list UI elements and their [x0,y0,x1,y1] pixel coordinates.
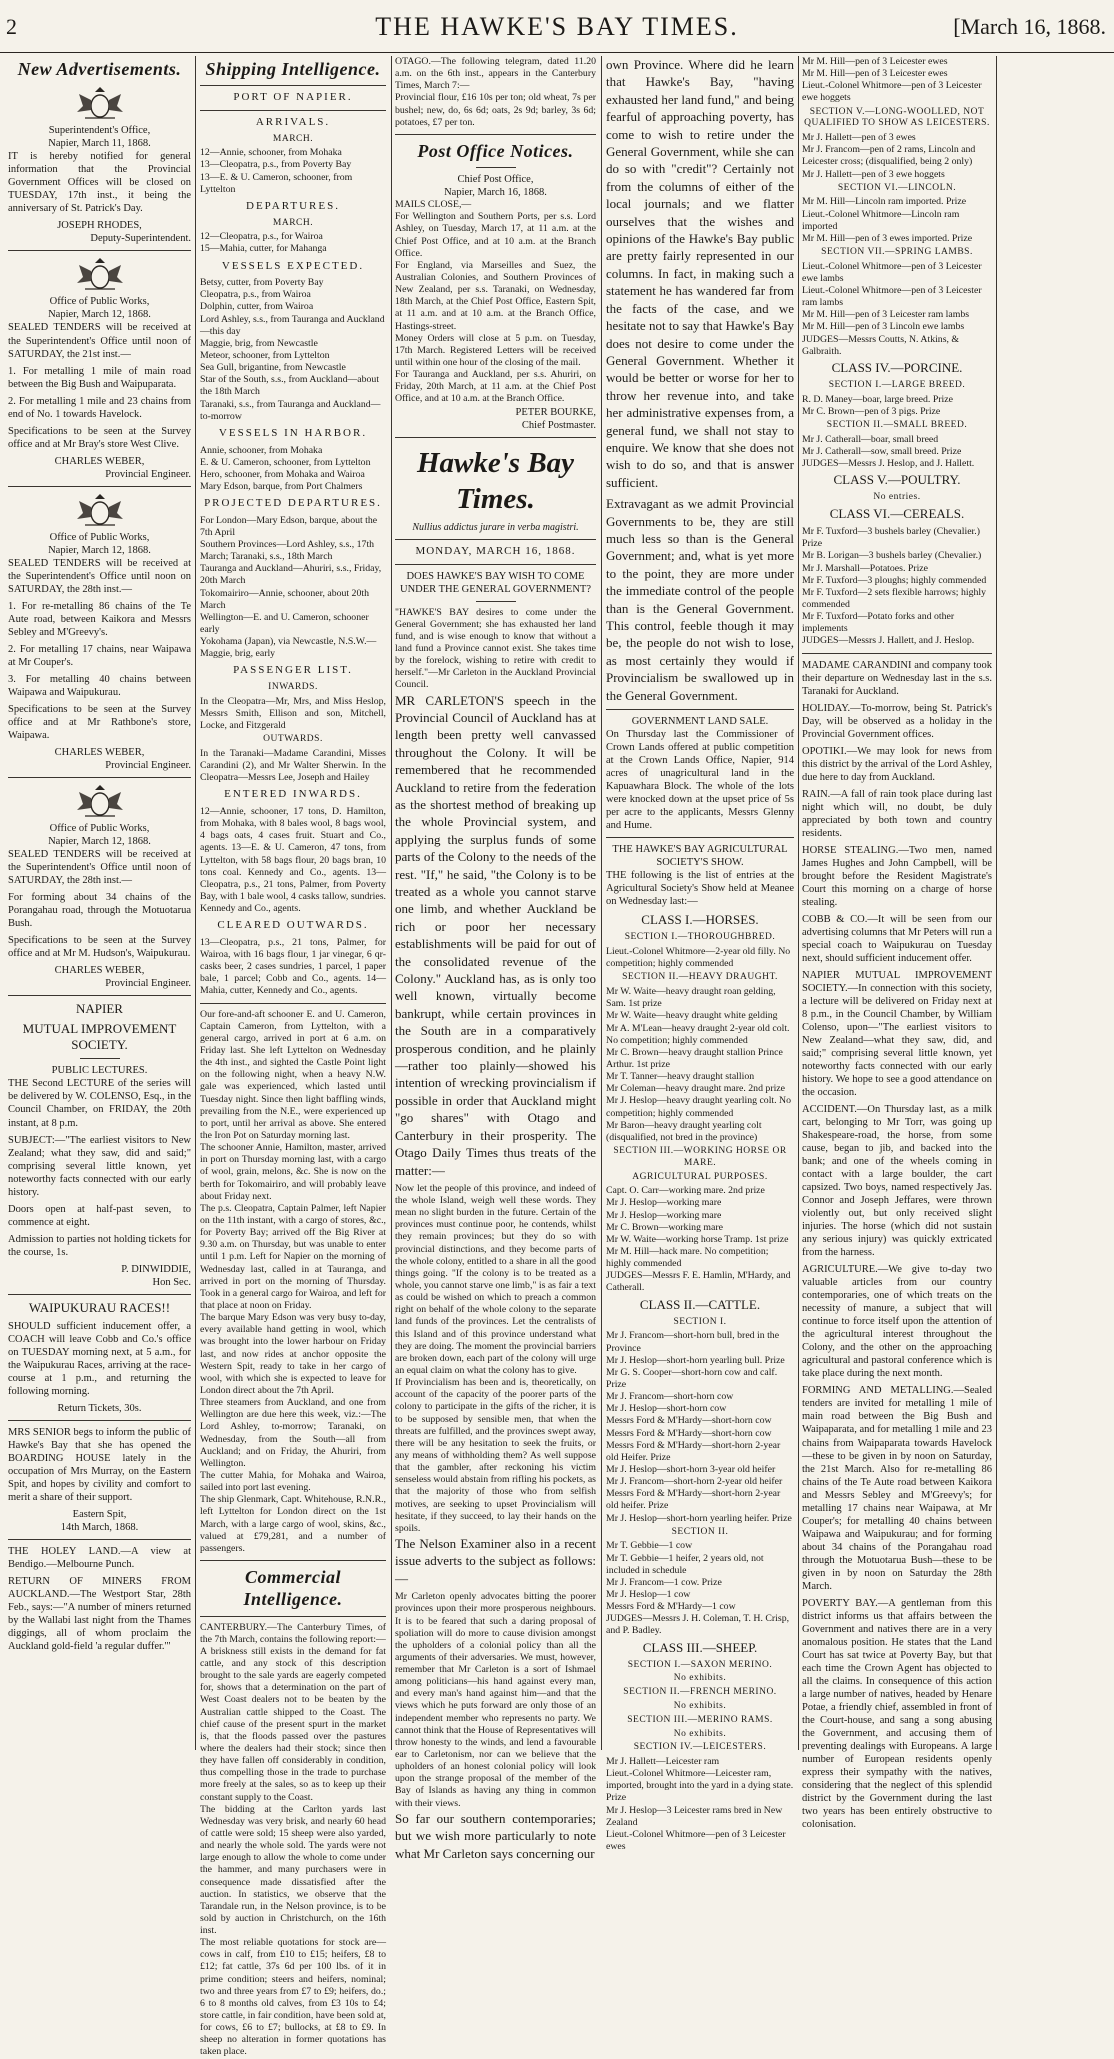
mail-notice: For Tauranga and Auckland, per s.s. Ahuriri, on Friday, 20th March, at 11 a.m. at the Chief Post Office, and at 10 a.m. at the Branch Office. [395,369,596,405]
show-entry: Mr J. Francom—pen of 2 rams, Lincoln and Leicester cross; (disqualified, being 2 only) [802,144,976,168]
harbor-heading: VESSELS IN HARBOR. [218,426,368,439]
section-heading-shipping: Shipping Intelligence. [205,59,381,79]
ad-office: Superintendent's Office, [48,125,151,137]
show-entry: Mr M. Hill—pen of 3 Leicester ewes [802,56,948,67]
ad-item: 2. For metalling 1 mile and 23 chains from end of No. 1 towards Havelock. [8,395,191,420]
expected-entry: Maggie, brig, from Newcastle [200,337,318,349]
show-entry: Mr M. Hill—pen of 3 Leicester ram lambs [802,309,970,321]
mail-notice: Money Orders will close at 5 p.m. on Tuesday, 17th March. Registered Letters will be received until within one hour of the closing of the mail. [395,332,596,369]
judges-line: JUDGES—Messrs F. E. Hamlin, M'Hardy, and Catherall. [606,1270,791,1294]
article-quote: Now let the people of this province, and indeed of the whole Island, weigh well these words. They mean no slight burden in the future. Certain of the provinces must continue poor, he contends, whilst they remain provinces; but they do so with provincial distinctions, and they become parts of the whole colony, entitled to a share in all the good things going. "If the colony is to be treated as a whole, you cannot starve one limb," is as fair a text as could be wished on which to preach a common right on behalf of the whole colony to the separate land funds of the provinces. Let the centralists of this Island and of this province understand what they are doing. The moment the provincial barriers are broken down, each part of the colony will urge an equal claim on what the colony has to give. [395,1182,596,1377]
no-exhibits: No exhibits. [673,1673,727,1684]
section-label: SECTION I.—SAXON MERINO. [627,1659,773,1670]
section-label: SECTION I.—LARGE BREED. [828,379,966,390]
commercial-text: The bidding at the Carlton yards last Wednesday was very brisk, and nearly 60 head of cattle were sold; 15 sheep were also yarded, and nearly the whole sold. The yards were not large enough to allow the whole to come under the hammer, and many purchasers were in consequence made dissatisfied after the auction. In statistics, we observe that the Tarandale run, in the Nelson province, is to be sold by auction in Christchurch, on the 16th inst. [200,1803,386,1937]
paper-motto: Nullius addictus jurare in verba magistri. [412,521,579,533]
show-entry: Lieut.-Colonel Whitmore—Lincoln ram imported [802,208,960,232]
shipping-news: Our fore-and-aft schooner E. and U. Cameron, Captain Cameron, from Lyttelton, with a general cargo, arrived in port at 6 a.m. on Friday last. She left Lyttelton on Wednesday the 4th inst., and sighted the Castle Point light on the following night, when a heavy N.W. gale was experienced, which lasted until Tuesday night. Since then light baffling winds, prevailing from the N.E., were experienced up to port, until her arrival as above. She entered the Iron Pot on Saturday morning last. [200,1008,386,1141]
divider [476,601,516,602]
commercial-text: The most reliable quotations for stock are—cows in calf, from £10 to £15; heifers, £8 to £12; fat cattle, 37s 6d per 100 lbs. of it in prime condition; steers and heifers, nominal; two and three years from £7 to £9; heifers, do.; 6 to 8 months old calves, from £3 10s to £4; store cattle, in fair condition, have been sold at, for cows, £6 to £7; bullocks, at £8 to £9. In sheep no alteration in former quotations has taken place. [200,1937,386,2058]
ad-body: SEALED TENDERS will be received at the Superintendent's Office until noon of SATURDAY, the 21st inst.— [8,322,191,360]
section-heading-post-office: Post Office Notices. [417,140,574,161]
divider [200,110,386,111]
column-advertisements [8,56,191,1750]
show-entry: Lieut.-Colonel Whitmore—pen of 3 Leicester ewe lambs [802,260,982,284]
entered-heading: ENTERED INWARDS. [224,788,362,801]
show-entry: Lieut.-Colonel Whitmore—2-year old filly. No competition; highly commended [606,946,791,970]
no-exhibits: No exhibits. [673,1700,727,1711]
section-label: SECTION II.—HEAVY DRAUGHT. [622,972,778,983]
ad-item: 2. For metalling 17 chains, near Waipawa at Mr Couper's. [8,643,191,668]
show-entry: Mr C. Brown—working mare [606,1221,724,1233]
column-editorial-continued [606,56,794,1853]
society-role: Hon Sec. [152,1276,191,1288]
projected-entry: Yokohama (Japan), via Newcastle, N.S.W.—Maggie, brig, early [200,636,377,660]
departure-entry: 15—Mahia, cutter, for Mahanga [200,243,327,255]
otago-item: OTAGO.—The following telegram, dated 11.20 a.m. on the 6th inst., appears in the Canterbury Times, March 7:— [395,56,596,92]
mails-close-label: MAILS CLOSE,— [395,199,472,211]
news-item: ACCIDENT.—On Thursday last, as a milk cart, belonging to Mr Torr, was going up Shakespeare-road, the horse, from some cause, began to jib, and backed into the bank; and one of the wheels coming in contact with a large boulder, the cart capsized. Two boys, named respectively Jas. Connor and Joseph Jeffares, were thrown violently out, but only received slight injuries. The horse (which did not sustain any serious injury) was quickly extricated from the harness. [802,1104,992,1259]
outwards-label: OUTWARDS. [263,734,323,745]
ad-spec: Specifications to be seen at the Survey office and at Mr Rathbone's store, Waipawa. [8,703,191,741]
inwards-label: INWARDS. [268,682,318,692]
ad-body: SEALED TENDERS will be received at the Superintendent's Office until noon on SATURDAY, the 28th inst.— [8,557,191,595]
section-label: SECTION VI.—LINCOLN. [837,182,957,193]
column-editorial [395,56,596,1861]
cleared-text: 13—Cleopatra, p.s., 21 tons, Palmer, for Wairoa, with 16 bags flour, 1 jar vinegar, 6 qr-casks beer, 2 cases sundries, 1 parcel, 1 paper bale, 1 parcel; Cobb and Co., agents. 14—Mahia, cutter, Kennedy and Co., agents. [200,936,386,997]
section-label: SECTION II. [671,1526,729,1537]
commercial-text: CANTERBURY.—The Canterbury Times, of the 7th March, contains the following report:— [200,1621,386,1645]
section-label: SECTION V.—LONG-WOOLLED, NOT QUALIFIED TO SHOW AS LEICESTERS. [804,106,990,129]
section-label: AGRICULTURAL PURPOSES. [632,1171,768,1182]
news-item: POVERTY BAY.—A gentleman from this district informs us that affairs between the Government and natives there are in a very anomalous position. He states that the Land Court has sat twice at Poverty Bay, but that each time the Crown Agent has objected to all the claims. In consequence of this action a large number of natives, headed by Henare Potae, a friendly chief, assembled in front of the Court-house, and sang a song abusing the Government, and accusing them of preventing dealings with Europeans. A large number of European residents openly express their sympathy with the natives, considering that the neglect of this splendid district by the Government during the last two years has been entirely obstructive to colonisation. [802,1597,992,1830]
society-title: NAPIER [76,1001,123,1017]
shipping-news: Three steamers from Auckland, and one from Wellington are due here this week, viz.:—The Lord Ashley, to-morrow; Taranaki, on Wednesday, from the South—all from Auckland; and on Friday, the Ahuriri, from Wellington. [200,1397,386,1469]
judges-line: JUDGES—Messrs J. H. Coleman, T. H. Crisp, and P. Badley. [606,1613,790,1637]
mail-notice: For Wellington and Southern Ports, per s.s. Lord Ashley, on Tuesday, March 17, at 11 a.m. at the Chief Post Office, and at 10 a.m. at the Branch Office. [395,211,596,259]
show-entry: Mr J. Heslop—short-horn yearling bull. Prize [606,1354,785,1366]
harbor-entry: Mary Edson, barque, from Port Chalmers [200,480,363,492]
show-entry: Mr W. Waite—working horse Tramp. 1st prize [606,1233,789,1245]
article-epigraph: "HAWKE'S BAY desires to come under the General Government; she has exhausted her land fund, and is wise enough to know that without a land fund a Province cannot exist. She takes time by the forelock, wishing to retire with credit to herself."—Mr Carleton in the Auckland Provincial Council. [395,606,596,691]
passenger-heading: PASSENGER LIST. [233,664,353,677]
coat-of-arms-icon [73,86,127,120]
article-quote: If Provincialism has been and is, theoretically, on account of the capacity of the poorer parts of the colony to participate in the gifts of the richer, it is to be supposed by sensible men, that when the threats are fulfilled, and the provinces swept away, there will be any hesitation to seek the fruits, or any means of withholding them? As well suppose that the gambler, after reckoning his victim senseless would abstain from rifling his pockets, as that the majority of those who from selfish motives, are seeking to upset Provincialism will hesitate, if they succeed, to lay their hands on the spoils. [395,1377,596,1534]
judges-line: JUDGES—Messrs Coutts, N. Atkins, & Galbraith. [802,333,960,357]
ad-item: For forming about 34 chains of the Porangahau road, through the Motuotarua Bush. [8,892,191,930]
ad-place: Napier, March 12, 1868. [48,544,151,556]
show-entry: Mr M. Hill—Lincoln ram imported. Prize [802,196,967,208]
cleared-heading: CLEARED OUTWARDS. [217,919,369,932]
show-entry: Mr T. Gebbie—1 heifer, 2 years old, not included in schedule [606,1552,764,1576]
society-title: MUTUAL IMPROVEMENT SOCIETY. [22,1021,177,1053]
ad-item: 3. For metalling 40 chains between Waipawa and Waipukurau. [8,673,191,698]
class-heading: CLASS V.—POULTRY. [833,472,961,488]
society-signer: P. DINWIDDIE, [121,1263,191,1275]
editorial-dateline: MONDAY, MARCH 16, 1868. [415,544,576,557]
ad-office: Office of Public Works, [49,822,150,834]
coat-of-arms-icon [73,257,127,291]
ad-item: 1. For re-metalling 86 chains of the Te Aute road, between Kaikora and Messrs Sebley and M'Greevy's. [8,600,191,638]
divider [395,134,596,135]
expected-entry: Meteor, schooner, from Lyttelton [200,350,330,362]
postmaster-role: Chief Postmaster. [521,419,596,431]
divider [8,1294,191,1295]
society-body: THE Second LECTURE of the series will be delivered by W. COLENSO, Esq., in the Council Chamber, on FRIDAY, the 20th instant, at 8 p.m. [8,1078,191,1129]
divider [200,1003,386,1004]
column-rule [798,56,799,1750]
divider [395,437,596,438]
column-rule [601,56,602,1750]
news-item: MADAME CARANDINI and company took their departure on Wednesday last in the s.s. Taranaki for Auckland. [802,659,992,697]
inwards-text: In the Cleopatra—Mr, Mrs, and Miss Heslop, Messrs Smith, Ellison and son, Mitchell, Locke, and Fitzgerald [200,695,386,732]
shipping-news: The schooner Annie, Hamilton, master, arrived in port on Thursday morning last, with a cargo of wool, grain, melons, &c. She is now on the berth for Tokomairiro, and will probably leave about Friday next. [200,1142,386,1202]
society-subject: SUBJECT:—"The earliest visitors to New Zealand; what they saw, did and said;" comprising several little known, yet noteworthy facts connected with our early history. [8,1134,191,1198]
ad-office: Office of Public Works, [49,531,150,543]
society-subtitle: PUBLIC LECTURES. [51,1065,148,1077]
show-entry: Mr F. Tuxford—2 sets flexible harrows; highly commended [802,586,986,611]
class-heading: CLASS II.—CATTLE. [639,1296,761,1312]
show-entry: Mr F. Tuxford—3 ploughs; highly commended [802,574,987,586]
coat-of-arms-icon [73,493,127,527]
article-body: The Nelson Examiner also in a recent issue adverts to the subject as follows:— [395,1536,596,1586]
article-body: So far our southern contemporaries; but we wish more particularly to note what Mr Carleton says concerning our [395,1810,596,1861]
show-entry: Messrs Ford & M'Hardy—short-horn 2-year old Heifer. Prize [606,1439,781,1463]
ad-signer: JOSEPH RHODES, [57,220,142,232]
projected-entry: Wellington—E. and U. Cameron, schooner early [200,611,369,635]
port-heading: PORT OF NAPIER. [233,91,353,104]
ad-body: IT is hereby notified for general information that the Provincial Government Offices will be closed on TUESDAY, 17th inst., it being the anniversary of St. Patrick's Day. [8,151,191,215]
margin-strip [1000,56,1108,1750]
show-entry: Lieut.-Colonel Whitmore—Leicester ram, imported, brought into the yard in a dying state. Prize [606,1768,794,1804]
show-entry: Mr T. Gebbie—1 cow [606,1540,693,1552]
ad-signer: CHARLES WEBER, [54,455,145,467]
class-heading: CLASS III.—SHEEP. [642,1639,758,1655]
divider [200,1616,386,1617]
show-entry: Mr J. Francom—short-horn bull, bred in the Province [606,1330,780,1354]
section-label: SECTION II.—SMALL BREED. [826,420,968,431]
article-quote: Mr Carleton openly advocates bitting the poorer provinces upon their more prosperous neighbours. It is to be feared that such a daring proposal of spoliation will do more to cause division amongst the upholders of a colonial policy than all the arguments of their adversaries. We must, however, remember that Mr Carleton is a sort of Ishmael among politicians—his hand against every man, and every man's hand against him—and that the views which he puts forward are only those of an independent member who represents no party. We cannot think that the House of Representatives will throw honesty to the winds, and lend a favourable ear to Carletonism, nor can we believe that the upholders of an honest colonial policy will look upon the strange proposal of the member of the Bay of Islands as having any thing in common with their views. [395,1591,596,1809]
arrivals-heading: ARRIVALS. [255,115,331,128]
shipping-news: The p.s. Cleopatra, Captain Palmer, left Napier on the 11th instant, with a cargo of stores, &c., for Poverty Bay; arrived off the Big River at 9.30 a.m. on Thursday, but was unable to enter until 1 p.m. Left for Napier on the morning of Wednesday last, called in at Tauranga, and arrived in port on the morning of Thursday. Took in a general cargo for Wairoa, and left for that place at noon on Friday. [200,1202,386,1311]
month-label: MARCH. [272,133,314,144]
divider [8,1420,191,1421]
ad-spec: Specifications to be seen at the Survey office and at Mr Bray's store West Clive. [8,425,191,450]
masthead [0,0,1114,53]
show-entry: Mr J. Francom—short-horn cow [606,1391,734,1403]
section-heading-new-advertisements: New Advertisements. [17,59,182,79]
senior-body: MRS SENIOR begs to inform the public of Hawke's Bay that she has opened the BOARDING HOUSE lately in the occupation of Mrs Murray, on the Eastern Spit, and hopes by civility and comfort to merit a share of their support. [8,1426,191,1503]
ad-signer: CHARLES WEBER, [54,746,145,758]
show-entry: Mr Baron—heavy draught yearling colt (disqualified, not bred in the province) [606,1119,762,1143]
post-office-name: Chief Post Office, [457,174,534,186]
judges-line: JUDGES—Messrs J. Heslop, and J. Hallett. [802,458,975,470]
miners-item: RETURN OF MINERS FROM AUCKLAND.—The Westport Star, 28th Feb., says:—"A number of miners returned by the Wallabi last night from the Thames diggings, all of whom proclaim the Auckland gold-field 'a regular duffer.'" [8,1576,191,1653]
ad-place: Napier, March 12, 1868. [48,309,151,321]
expected-entry: Dolphin, cutter, from Wairoa [200,301,314,313]
show-entry: Mr J. Marshall—Potatoes. Prize [802,562,928,574]
show-entry: Mr M. Hill—pen of 3 Leicester ewes [802,68,948,80]
article-body: own Province. Where did he learn that Hawke's Bay, "having exhausted her land fund," and being fearful of approaching poverty, has come to wish to retire under the General Government, while she can do so with "credit"? Certainly not from the columns of either of the local journals; and we flatter ourselves that the wishes and opinions of the Hawke's Bay public are pretty fairly represented in our columns. In fact, in making such a statement he has wandered far from the facts of the case, and we hesitate not to say that Hawke's Bay does not desire to come under the General Government. Whether it would be better or worse for her to throw her revenue into, and take her administrative expenses from, a general fund, we shall not stay to enquire. We know that she does not wish to do so, and that is answer sufficient. [606,57,794,490]
ad-place: Napier, March 12, 1868. [48,835,151,847]
show-entry: Mr C. Brown—heavy draught stallion Prince Arthur. 1st prize [606,1046,783,1071]
land-sale-heading: GOVERNMENT LAND SALE. [631,716,769,728]
section-label: SECTION I.—THOROUGHBRED. [624,932,776,943]
show-entry: Mr M. Hill—pen of 3 ewes imported. Prize [802,232,973,244]
mail-notice: For England, via Marseilles and Suez, the Australian Colonies, and Southern Provinces of New Zealand, per s.s. Taranaki, on Wednesday, 18th March, at the Chief Post Office, Eastern Spit, at 11 a.m. and at 10 a.m. at the Branch Office, Hastings-street. [395,259,596,332]
column-rule [391,56,392,1750]
departures-heading: DEPARTURES. [246,199,340,212]
show-entry: Mr J. Heslop—working mare [606,1197,722,1209]
divider [200,85,386,86]
news-item: RAIN.—A fall of rain took place during last night which will, no doubt, be duly appreciated by both town and country residents. [802,788,992,839]
show-entry: Messrs Ford & M'Hardy—short-horn cow [606,1415,772,1427]
show-entry: Mr M. Hill—hack mare. No competition; highly commended [606,1246,769,1270]
expected-entry: Betsy, cutter, from Poverty Bay [200,277,324,289]
show-heading: THE HAWKE'S BAY AGRICULTURAL SOCIETY'S SHOW. [612,844,788,869]
divider [8,995,191,996]
show-entry: Messrs Ford & M'Hardy—short-horn 2-year old heifer. Prize [606,1488,781,1512]
section-heading-commercial: Commercial Intelligence. [243,1566,343,1610]
divider [200,1560,386,1561]
news-item: AGRICULTURE.—We give to-day two valuable articles from our country contemporaries, one of which treats on the necessity of manure, a subject that will continue to force itself upon the attention of the agricultural interest throughout the Colony, and the other on the approaching agricultural and pastoral conference which is take place during the next month. [802,1264,992,1380]
ad-office: Office of Public Works, [49,296,150,308]
divider [8,250,191,251]
section-label: SECTION III.—MERINO RAMS. [627,1714,773,1725]
society-admission: Admission to parties not holding tickets for the course, 1s. [8,1233,191,1258]
section-label: SECTION II.—FRENCH MERINO. [623,1687,777,1698]
month-label: MARCH. [272,217,314,228]
news-item: NAPIER MUTUAL IMPROVEMENT SOCIETY.—In connection with this society, a lecture will be delivered on Friday next at 8 p.m., in the Council Chamber, by William Colenso, upon—"The earliest visitors to New Zealand—what they saw, did, and said;" comprising several little known, yet noteworthy facts connected with our early history. We hope to see a good attendance on the occasion. [802,969,992,1099]
section-label: SECTION III.—WORKING HORSE OR MARE. [613,1146,787,1168]
shipping-news: The cutter Mahia, for Mohaka and Wairoa, sailed into port last evening. [200,1469,386,1494]
issue-date: [March 16, 1868. [953,14,1106,39]
ad-role: Provincial Engineer. [105,759,191,771]
show-entry: Mr M. Hill—pen of 3 Lincoln ewe lambs [802,321,965,333]
show-entry: Mr W. Waite—heavy draught roan gelding, Sam. 1st prize [606,986,776,1010]
divider [395,539,596,540]
section-label: SECTION IV.—LEICESTERS. [633,1742,767,1753]
expected-entry: Sea Gull, brigantine, from Newcastle [200,362,346,374]
ad-body: SEALED TENDERS will be received at the Superintendent's Office until noon of SATURDAY, the 28th inst.— [8,848,191,886]
show-entry: Messrs Ford & M'Hardy—short-horn cow [606,1427,772,1439]
departure-entry: 12—Cleopatra, p.s., for Wairoa [200,231,323,243]
show-entry: R. D. Maney—boar, large breed. Prize [802,393,953,405]
show-entry: Mr J. Hallett—pen of 3 ewes [802,132,916,144]
show-entry: Mr J. Catherall—boar, small breed [802,433,939,445]
ad-role: Deputy-Superintendent. [90,233,191,245]
arrival-entry: 13—E. & U. Cameron, schooner, from Lyttelton [200,171,353,195]
article-body: Extravagant as we admit Provincial Governments to be, they are still much less so than is the General Government; and, what is yet more to the point, they are more under the immediate control of the people than is the General Government. This control, feeble though it may be, the people do not wish to lose, as most certainly they would if Provincialism be swallowed up in the General Government. [606,496,794,703]
divider [8,1539,191,1540]
news-item: OPOTIKI.—We may look for news from this district by the arrival of the Lord Ashley, due here to day from Auckland. [802,745,992,783]
column-rule [195,56,196,1750]
article-body: MR CARLETON'S speech in the Provincial Council of Auckland has at length been pretty well canvassed throughout the Colony. It will be remembered that he recommended Auckland to retire from the federation as the shortest method of breaking up the whole Provincial system, and applying the surplus funds of some parts of the Colony to the needs of the rest. "If," he said, "the Colony is to be treated as a whole you cannot starve one limb, and whether Auckland be rich or poor her necessary establishments will be paid for out of the consolidated revenue of the Colony." Auckland has, as is only too well known, virtually become bankrupt, while certain provinces in the South are in a comparatively prosperous condition, and he plainly—rather too plainly—showed his intention of wrecking provincialism if possible in order that Auckland might "go shares" with Otago and Canterbury in their prosperity. The Otago Daily Times thus treats of the matter:— [395,692,596,1178]
show-entry: Mr J. Heslop—working mare [606,1209,722,1221]
show-entry: Mr J. Hallett—Leicester ram [606,1756,720,1768]
projected-entry: Tauranga and Auckland—Ahuriri, s.s., Friday, 20th March [200,563,382,587]
expected-entry: Taranaki, s.s., from Tauranga and Auckland—to-morrow [200,398,381,422]
news-item: COBB & CO.—It will be seen from our advertising columns that Mr Peters will run a special coach to Waipukurau on Tuesday next, should sufficient inducement offer. [802,913,992,964]
expected-heading: VESSELS EXPECTED. [221,259,365,272]
show-entry: Mr F. Tuxford—Potato forks and other implements [802,611,955,635]
show-entry: Mr J. Heslop—short-horn yearling heifer. Prize [606,1512,792,1524]
projected-entry: For London—Mary Edson, barque, about the 7th April [200,514,378,538]
races-title: WAIPUKURAU RACES!! [28,1299,171,1315]
divider [80,1058,120,1059]
coat-of-arms-icon [73,784,127,818]
outwards-text: In the Taranaki—Madame Carandini, Misses Carandini (2), and Mr Walter Sherwin. In the Cleopatra—Messrs Lee, Joseph and Hailey [200,747,386,784]
newspaper-title: THE HAWKE'S BAY TIMES. [375,12,739,41]
shipping-news: The barque Mary Edson was very busy to-day, every available hand getting in wool, which was brought into the lower harbour on Friday last, and now rides at anchor opposite the Western Spit, ready to take in her cargo of wool, with which she is expected to leave for London direct about the 7th April. [200,1312,386,1396]
paper-title: Hawke's Bay Times. [416,446,575,515]
show-entry: Mr B. Lorigan—3 bushels barley (Chevalier.) [802,550,982,562]
show-entry: Mr J. Heslop—3 Leicester rams bred in New Zealand [606,1804,783,1828]
postmaster-name: PETER BOURKE, [515,406,596,418]
show-intro: THE following is the list of entries at the Agricultural Society's Show held at Meanee on Wednesday last:— [606,870,794,908]
column-rule [996,56,997,1750]
show-entry: Mr J. Heslop—short-horn cow [606,1403,727,1415]
show-entry: Lieut.-Colonel Whitmore—pen of 3 Leicester ewes [606,1828,786,1853]
harbor-entry: Annie, schooner, from Mohaka [200,444,323,456]
show-entry: Messrs Ford & M'Hardy—1 cow [606,1601,736,1613]
class-heading: CLASS IV.—PORCINE. [831,359,963,375]
expected-entry: Star of the South, s.s., from Auckland—about the 18th March [200,374,380,398]
news-item: HOLIDAY.—To-morrow, being St. Patrick's Day, will be observed as a holiday in the Provincial Government offices. [802,702,992,740]
land-sale-text: On Thursday last the Commissioner of Crown Lands offered at public competition at the Crown Lands Office, Napier, 914 acres of unagricultural land in the Kapuawhara Block. The whole of the lots were knocked down at the upset price of 5s per acre to the applicants, Messrs Glenny and Hume. [606,729,794,832]
society-doors: Doors open at half-past seven, to commence at eight. [8,1203,191,1228]
article-heading: DOES HAWKE'S BAY WISH TO COME UNDER THE GENERAL GOVERNMENT? [399,570,592,595]
class-heading: CLASS VI.—CEREALS. [829,506,965,522]
harbor-entry: Hero, schooner, from Mohaka and Wairoa [200,468,365,480]
show-entry: Mr J. Hallett—pen of 3 ewe hoggets [802,168,945,180]
ad-spec: Specifications to be seen at the Survey office and at Mr M. Hudson's, Waipukurau. [8,935,191,960]
races-tickets: Return Tickets, 30s. [57,1402,142,1414]
projected-heading: PROJECTED DEPARTURES. [204,497,382,510]
show-entry: Mr J. Heslop—heavy draught yearling colt. No competition; highly commended [606,1095,792,1119]
show-entry: Lieut.-Colonel Whitmore—pen of 3 Leicester ewe hoggets [802,80,982,104]
divider [476,167,516,168]
senior-place: Eastern Spit, [72,1509,127,1520]
show-entry: Mr J. Heslop—1 cow [606,1589,691,1601]
show-entry: Mr J. Francom—short-horn 2-year old heifer [606,1476,783,1488]
show-entry: Mr F. Tuxford—3 bushels barley (Chevalier.) Prize [802,526,980,550]
expected-entry: Lord Ashley, s.s., from Tauranga and Auckland—this day [200,313,385,337]
ad-signer: CHARLES WEBER, [54,965,145,977]
projected-entry: Tokomairiro—Annie, schooner, about 20th March [200,587,369,611]
arrival-entry: 12—Annie, schooner, from Mohaka [200,147,342,159]
divider [606,709,794,710]
shipping-news: The ship Glenmark, Capt. Whitehouse, R.N.R., left Lyttelton for London direct on the 1st March, with a large cargo of wool, skins, &c., valued at £79,281, and a number of passengers. [200,1494,386,1554]
divider [8,486,191,487]
divider [802,653,992,654]
entered-text: 12—Annie, schooner, 17 tons, D. Hamilton, from Mohaka, with 8 bales wool, 8 bags wool, 4 bags oats, 4 cases fruit. Stuart and Co., agents. 13—E. & U. Cameron, 47 tons, from Lyttelton, with 58 bags flour, 20 bags bran, 10 tons coal. Kennedy and Co., agents. 13—Cleopatra, p.s., 21 tons, Palmer, from Poverty Bay, with 1 bale wool, 4 casks tallow, sundries. Kennedy and Co., agents. [200,806,386,915]
show-entry: Mr W. Waite—heavy draught white gelding [606,1010,778,1022]
news-item: HORSE STEALING.—Two men, named James Hughes and John Campbell, will be brought before the Resident Magistrate's Court this morning on a charge of horse stealing. [802,844,992,908]
judges-line: JUDGES—Messrs J. Hallett, and J. Heslop. [802,635,975,647]
ad-item: 1. For metalling 1 mile of main road between the Big Bush and Waipuparata. [8,365,191,390]
show-entry: Mr J. Francom—1 cow. Prize [606,1576,722,1588]
ad-place: Napier, March 11, 1868. [48,138,151,150]
class-heading: CLASS I.—HORSES. [641,912,759,928]
divider [606,837,794,838]
no-exhibits: No exhibits. [673,1728,727,1739]
section-label: SECTION VII.—SPRING LAMBS. [821,246,973,257]
column-local-news [802,56,992,1830]
races-body: SHOULD sufficient inducement offer, a COACH will leave Cobb and Co.'s office on TUESDAY morning next, at 5 a.m., for the Waipukurau Races, arriving at the race-course at 1 p.m., and returning the following morning. [8,1320,191,1397]
show-entry: Mr A. M'Lean—heavy draught 2-year old colt. No competition; highly commended [606,1022,790,1046]
show-entry: Mr C. Brown—pen of 3 pigs. Prize [802,405,941,417]
expected-entry: Cleopatra, p.s., from Wairoa [200,289,311,301]
senior-date: 14th March, 1868. [60,1522,139,1534]
arrival-entry: 13—Cleopatra, p.s., from Poverty Bay [200,159,352,171]
show-entry: Capt. O. Carr—working mare. 2nd prize [606,1185,765,1197]
column-shipping [200,56,386,2058]
show-entry: Mr T. Tanner—heavy draught stallion [606,1071,755,1083]
commercial-text: A briskness still exists in the demand for fat cattle, and any stock of this description brought to the sale yards are eagerly competed for, shows that a determination on the part of West Coast dealers not to be beaten by the Australian cattle shipped to the Coast. The chief cause of the present spurt in the market is, that the floods passed over the pastures where the dealers had their stock; since then they have fallen off considerably in condition, thus compelling those in the trade to purchase more freely at the sales, so as to keep up their constant supply to the Coast. [200,1645,386,1803]
post-office-place: Napier, March 16, 1868. [444,187,547,199]
show-entry: Mr J. Catherall—sow, small breed. Prize [802,445,962,457]
harbor-entry: E. & U. Cameron, schooner, from Lyttelton [200,456,371,468]
page-number: 2 [6,14,17,39]
show-entry: Mr Coleman—heavy draught mare. 2nd prize [606,1083,786,1095]
projected-entry: Southern Provinces—Lord Ashley, s.s., 17th March; Taranaki, s.s., 18th March [200,538,375,563]
section-label: SECTION I. [673,1316,727,1327]
divider [8,777,191,778]
holey-land-item: THE HOLEY LAND.—A view at Bendigo.—Melbourne Punch. [8,1546,191,1571]
show-entry: Mr G. S. Cooper—short-horn cow and calf. Prize [606,1366,778,1390]
otago-prices: Provincial flour, £16 10s per ton; old wheat, 7s per bushel; new, do, 6s 6d; oats, 2s 9d; barley, 3s 6d; potatoes, £7 per ton. [395,92,596,128]
divider [395,564,596,565]
show-entry: Lieut.-Colonel Whitmore—pen of 3 Leicester ram lambs [802,285,982,309]
ad-role: Provincial Engineer. [105,978,191,990]
news-item: FORMING AND METALLING.—Sealed tenders are invited for metalling 1 mile of main road between the Big Bush and Waipaparata, and for metalling 1 mile and 23 chains from Waipaparata towards Havelock—these to be given in by noon on Saturday, the 21st March. Also for re-metalling 86 chains of the Te Aute road between Kaikora and Messrs Sebley and M'Greevy's; for metalling 17 chains near Waipawa, at Mr Couper's; for metalling 40 chains between Waipawa and Waipukurau; and for forming about 34 chains of the Porangahau road through the Motuotarua Bush—these to be given in by noon on Saturday the 28th March. [802,1385,992,1592]
no-entries: No entries. [873,492,921,503]
show-entry: Mr J. Heslop—short-horn 3-year old heifer [606,1463,776,1475]
ad-role: Provincial Engineer. [105,468,191,480]
